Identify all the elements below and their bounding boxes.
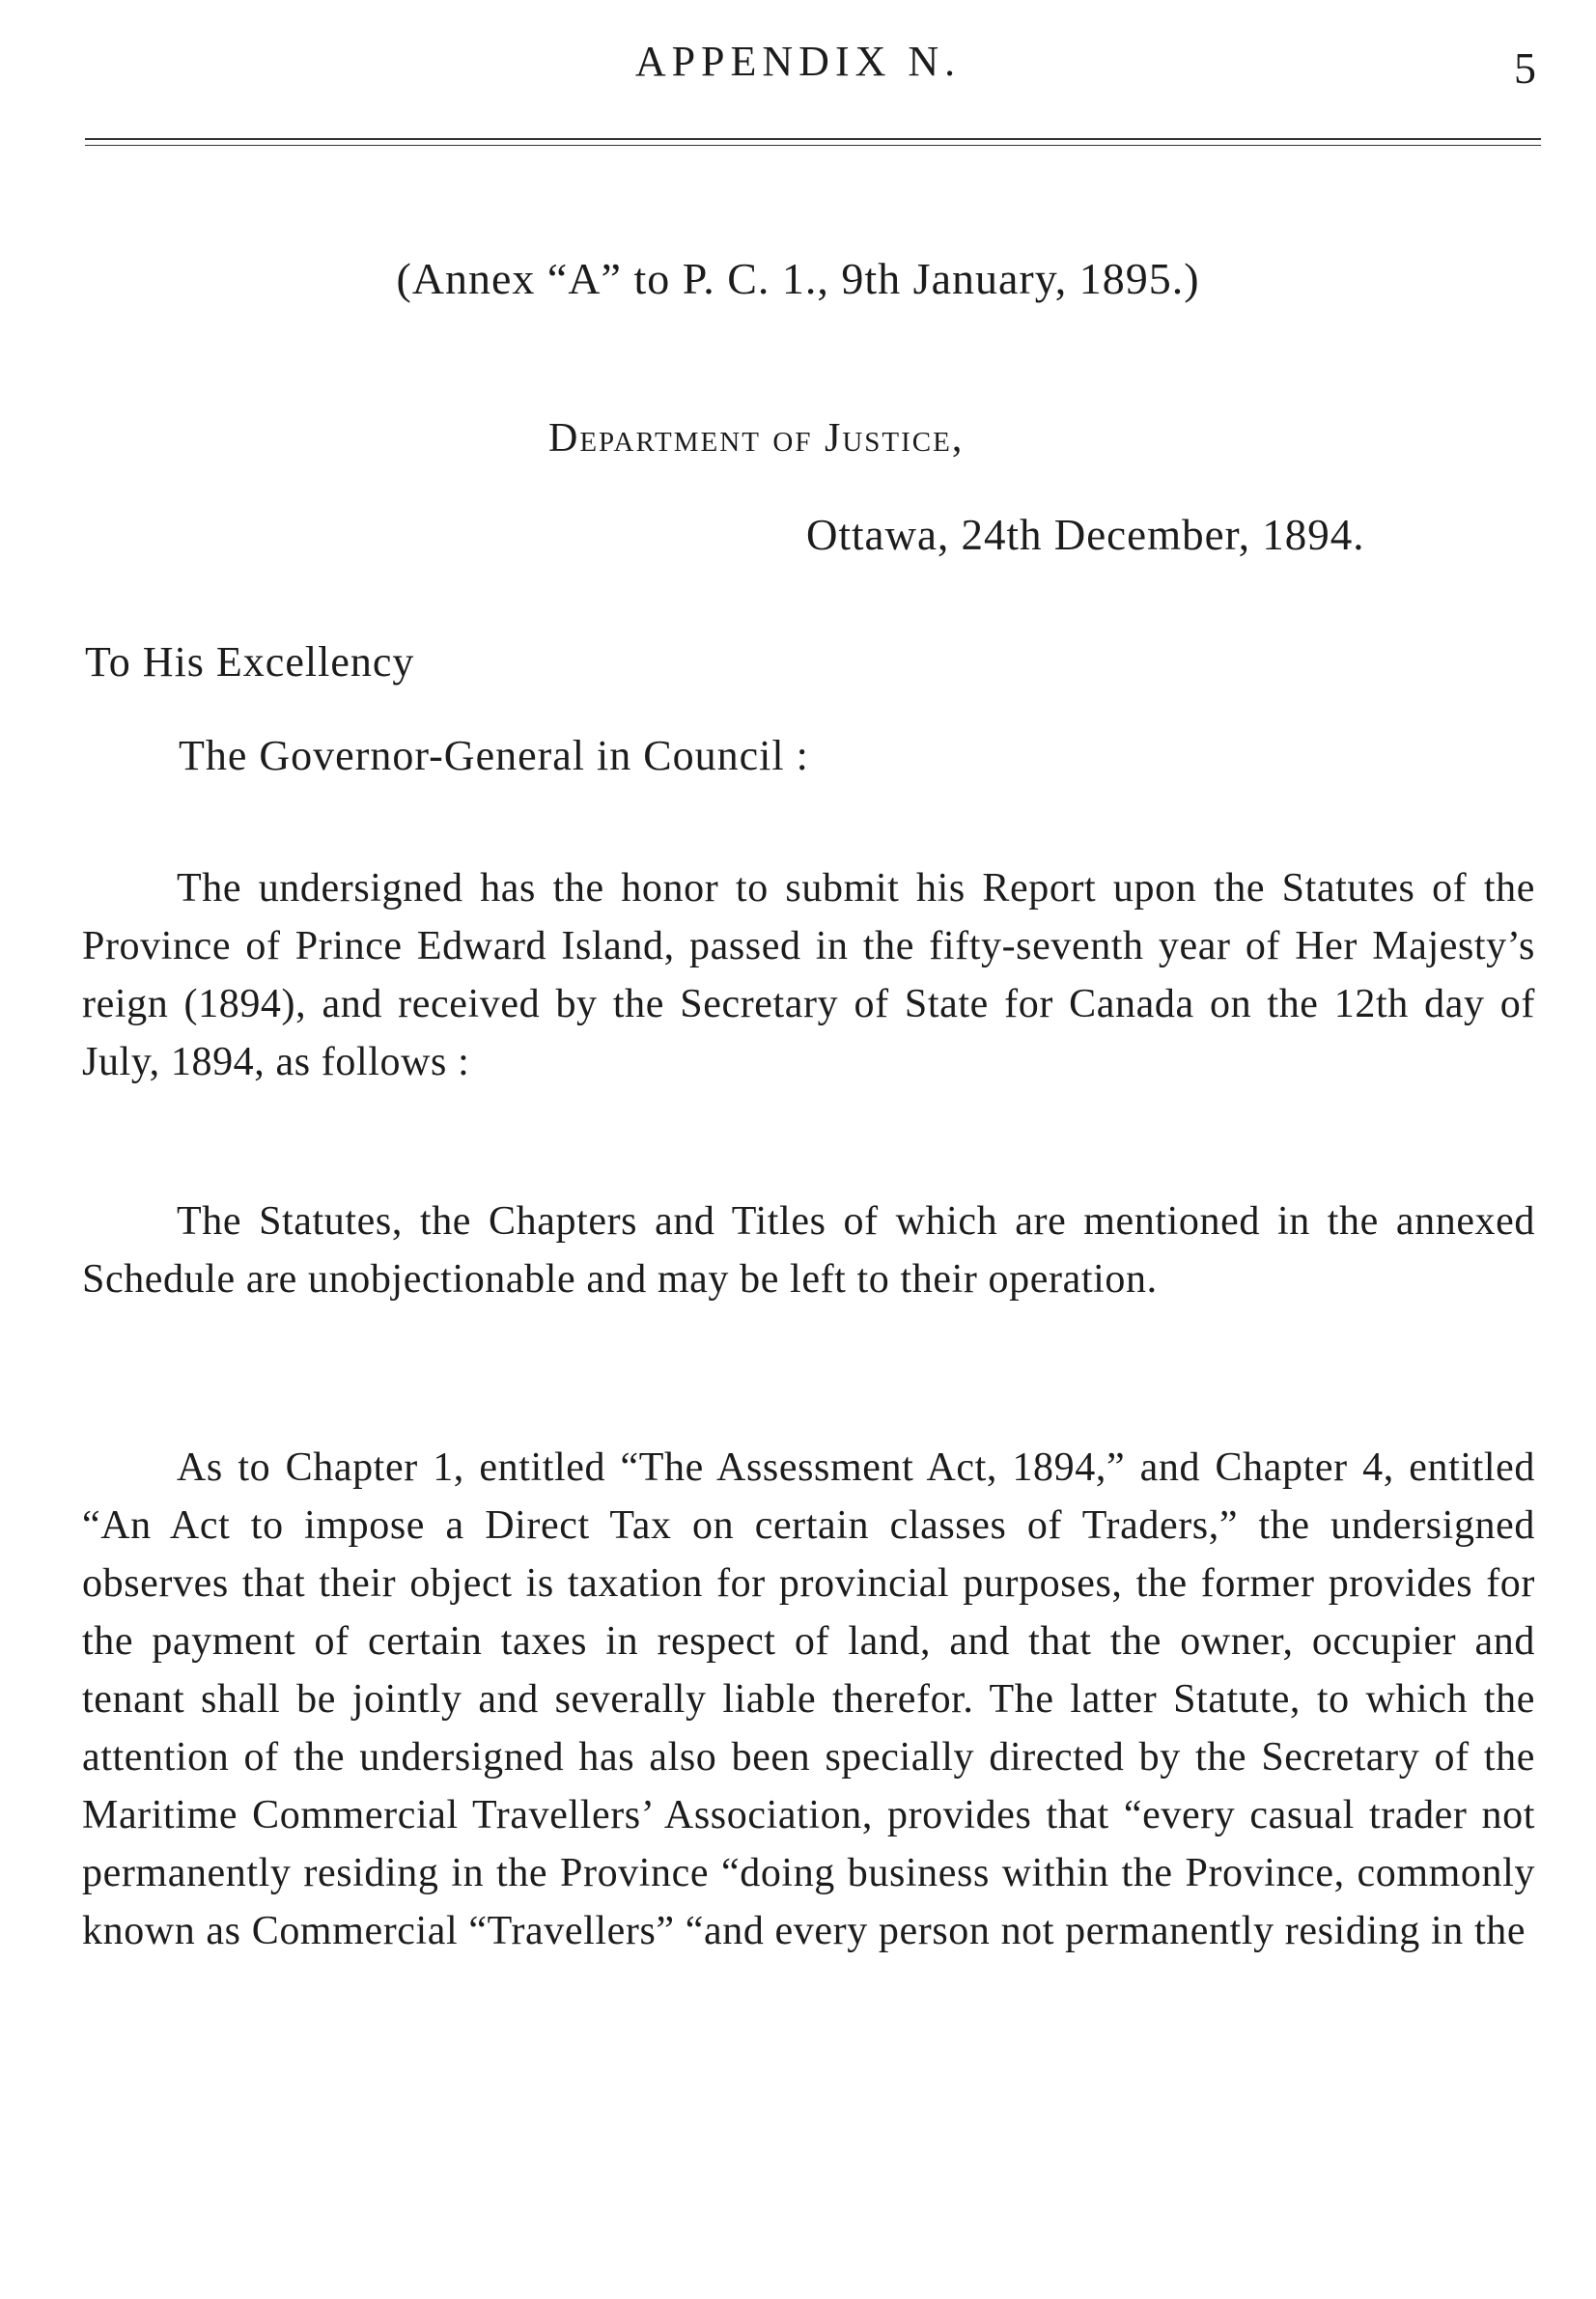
page-title: APPENDIX N. [634,38,962,85]
salutation-line-1: To His Excellency [85,638,415,686]
annex-reference: (Annex “A” to P. C. 1., 9th January, 1895.) [396,254,1200,303]
header-rule-thin [85,145,1541,146]
salutation-line-2: The Governor-General in Council : [179,732,809,779]
header-rule [85,138,1541,140]
dateline: Ottawa, 24th December, 1894. [806,511,1365,559]
body-paragraph: The Statutes, the Chapters and Titles of which are mentioned in the annexed Schedule are unobjectionable and may be left to their operation. [82,1199,1535,1302]
body-paragraph: As to Chapter 1, entitled “The Assessment Act, 1894,” and Chapter 4, entitled “An Act to impose a Direct Tax on certain classes of Traders,” the undersigned observes that their object is taxation for provincial purposes, the former provides for the payment of certain taxes in respect of land, and that the owner, occupier and tenant shall be jointly and severally liable therefor. The latter Statute, to which the attention of the undersigned has also been specially directed by the Secretary of the Maritime Commercial Travellers’ Association, provides that “every casual trader not permanently residing in the Province “doing business within the Province, commonly known as Commercial “Travellers” “and every person not permanently residing in the [82,1445,1535,1953]
page-number: 5 [1514,43,1536,93]
body-paragraph: The undersigned has the honor to submit his Report upon the Statutes of the Province of Prince Edward Island, passed in the fifty-seventh year of Her Majesty’s reign (1894), and received by the Secretary of State for Canada on the 12th day of July, 1894, as follows : [82,866,1535,1084]
department-heading: Department of Justice, [548,416,965,461]
